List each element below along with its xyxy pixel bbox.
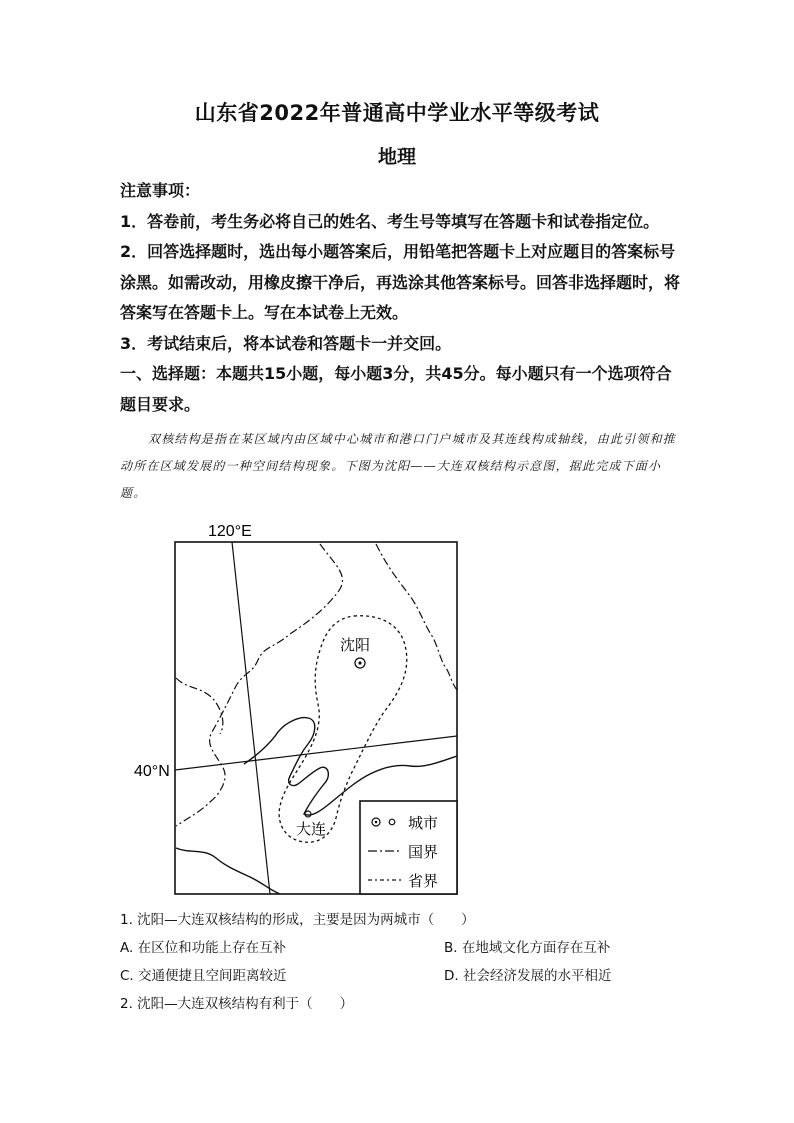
notice-item-3: 3．考试结束后，将本试卷和答题卡一并交回。: [120, 333, 452, 353]
provincial-border-line-north: [376, 544, 457, 690]
section-heading: 一、选择题：本题共15小题，每小题3分，共45分。每小题只有一个选项符合题目要求。: [120, 364, 672, 414]
question-2-stem: 2. 沈阳—大连双核结构有利于（ ）: [120, 996, 354, 1012]
question-1-option-c: C. 交通便捷且空间距离较近: [120, 968, 287, 984]
notice-section: [120, 176, 680, 420]
subject-title: 地理: [377, 146, 416, 168]
legend-national-border-label: 国界: [408, 843, 439, 861]
coastline-south: [176, 848, 280, 894]
longitude-label: 120°E: [208, 523, 252, 540]
question-1-option-a: A. 在区位和功能上存在互补: [120, 940, 287, 956]
dalian-label: 大连: [296, 820, 327, 838]
legend-provincial-border-label: 省界: [408, 872, 439, 890]
provincial-border-line: [176, 544, 343, 826]
notice-item-2: 2．回答选择题时，选出每小题答案后，用铅笔把答题卡上对应题目的答案标号涂黑。如需改动，用橡皮擦干净后，再选涂其他答案标号。回答非选择题时，将答案写在答题卡上。写在本试卷上无效。: [120, 242, 681, 322]
legend-city-icon-inner: [375, 821, 378, 824]
longitude-line: [232, 542, 270, 894]
material-intro: 双核结构是指在某区域内由区域中心城市和港口门户城市及其连线构成轴线，由此引领和推动所在区域发展的一种空间结构现象。下图为沈阳——大连双核结构示意图，据此完成下面小题。: [120, 432, 677, 500]
shenyang-dalian-map: [134, 518, 470, 898]
notice-item-1: 1．答卷前，考生务必将自己的姓名、考生号等填写在答题卡和试卷指定位。: [120, 211, 660, 231]
legend-city-label: 城市: [408, 814, 439, 832]
question-1-option-d: D. 社会经济发展的水平相近: [444, 968, 612, 984]
shenyang-city-marker-inner: [358, 661, 361, 664]
latitude-label: 40°N: [134, 763, 170, 780]
notice-heading: 注意事项：: [120, 181, 201, 200]
exam-title: 山东省2022年普通高中学业水平等级考试: [194, 101, 600, 125]
question-1-option-b: B. 在地域文化方面存在互补: [444, 940, 611, 956]
latitude-line: [175, 736, 457, 770]
shenyang-label: 沈阳: [340, 636, 371, 654]
question-1-stem: 1. 沈阳—大连双核结构的形成，主要是因为两城市（ ）: [120, 912, 475, 928]
